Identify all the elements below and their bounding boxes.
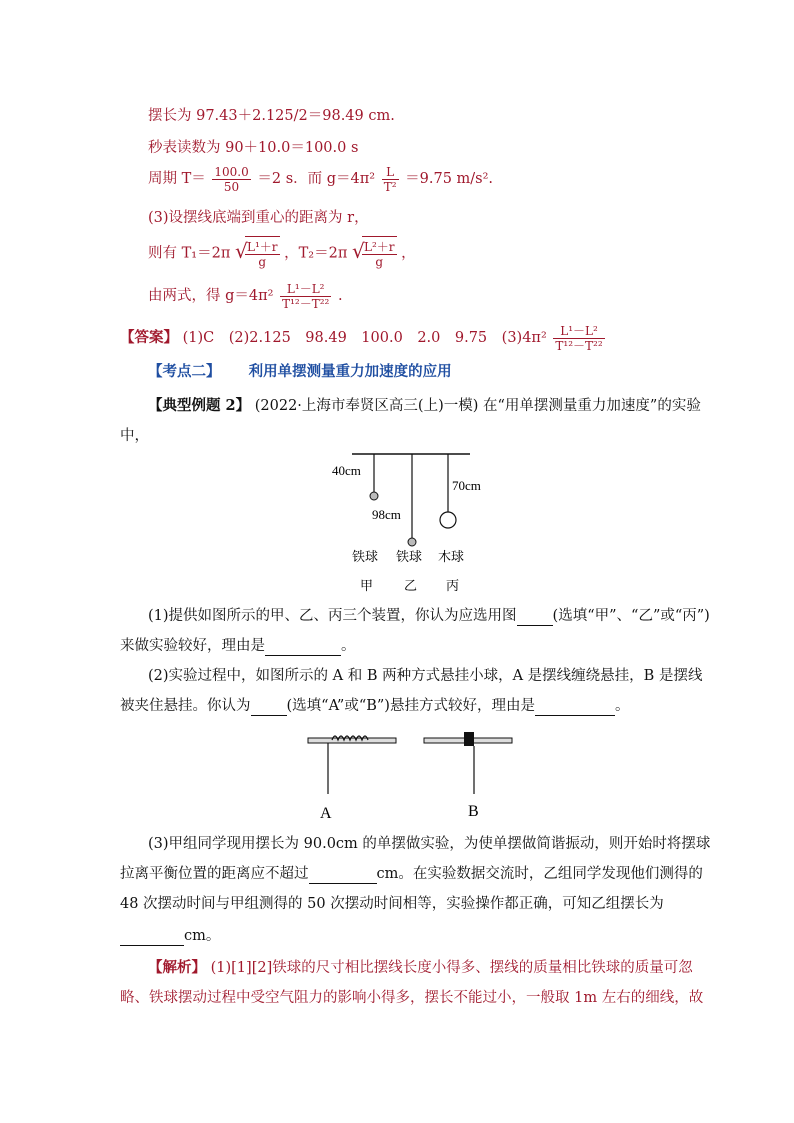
section-label: 【考点二】: [148, 363, 221, 380]
suspension-figure: [296, 728, 520, 822]
example-label: 【典型例题 2】: [148, 397, 251, 414]
period-mid: ＝2 s．而 g＝4π²: [257, 171, 376, 187]
analysis-text-1: (1)[1][2]铁球的尺寸相比摆线长度小得多、摆线的质量相比铁球的质量可忽: [210, 960, 693, 976]
t1-numerator: L¹＋r: [246, 239, 278, 254]
ball-c: [440, 512, 456, 528]
answer-denominator: T¹²－T²²: [555, 338, 603, 353]
solution-length: 摆长为 97.43＋2.125/2＝98.49 cm.: [148, 108, 395, 124]
section-title: 利用单摆测量重力加速度的应用: [248, 363, 452, 380]
answer-text: (1)C (2)2.125 98.49 100.0 2.0 9.75 (3)4π²: [182, 330, 547, 346]
sqrt-t2: √ $\frac{\text{L²＋r}}{g}$: [352, 236, 397, 271]
t2-denominator: g: [375, 254, 384, 269]
solution-periods: [148, 236, 416, 271]
g-suffix: .: [337, 288, 343, 304]
g-result-denominator: T¹²－T²²: [282, 296, 330, 311]
t2-numerator: L²＋r: [363, 239, 395, 254]
sqrt-t1: √ $\frac{\text{L¹＋r}}{g}$: [235, 236, 280, 271]
period-fraction: [212, 165, 250, 194]
solution-stopwatch: 秒表读数为 90＋10.0＝100.0 s: [148, 140, 359, 156]
q1-line1: [148, 606, 710, 626]
tag-c: 丙: [446, 579, 460, 594]
section-heading: [148, 362, 452, 382]
t-mid: ，T₂＝2π: [284, 245, 348, 262]
q1-text-d: 。: [341, 638, 356, 654]
q1-blank-2[interactable]: [265, 641, 341, 656]
solution-period: [148, 164, 493, 194]
q3-text-c: cm。: [184, 928, 221, 944]
g-denominator: T²: [383, 179, 397, 194]
q3-line3: 48 次摆动时间与甲组测得的 50 次摆动时间相等，实验操作都正确，可知乙组摆长为: [120, 896, 664, 912]
period-denominator: 50: [223, 179, 240, 194]
length-c: 70cm: [452, 478, 481, 493]
q1-text-a: (1)提供如图所示的甲、乙、丙三个装置，你认为应选用图: [148, 608, 517, 624]
t1-denominator: g: [258, 254, 267, 269]
q2-line2: [120, 696, 629, 716]
tag-a: 甲: [360, 579, 374, 594]
analysis-line1: [148, 958, 693, 978]
q2-text-b: (选填“A”或“B”)悬挂方式较好，理由是: [286, 698, 535, 714]
q3-text-b: cm。在实验数据交流时，乙组同学发现他们测得的: [376, 866, 703, 882]
period-numerator: 100.0: [214, 164, 249, 179]
ball-a-label: 铁球: [352, 550, 379, 565]
ball-a: [370, 492, 378, 500]
q3-text-a: 拉离平衡位置的距离应不超过: [120, 866, 309, 882]
q3-blank-1[interactable]: [309, 869, 377, 884]
clamp-b: [464, 732, 474, 746]
q3-blank-2[interactable]: [120, 931, 184, 946]
length-a: 40cm: [332, 463, 361, 478]
ball-b-label: 铁球: [396, 550, 423, 565]
period-suffix: ＝9.75 m/s².: [405, 171, 494, 187]
g-fraction: [382, 165, 399, 194]
q2-text-a: 被夹住悬挂。你认为: [120, 698, 251, 714]
q1-blank-1[interactable]: [517, 611, 553, 626]
q3-line1: (3)甲组同学现用摆长为 90.0cm 的单摆做实验，为使单摆做简谐振动，则开始时将摆球: [148, 836, 711, 852]
example-line: [148, 396, 701, 416]
method-a-label: A: [320, 805, 332, 822]
g-numerator: L: [382, 165, 399, 180]
analysis-label: 【解析】: [148, 959, 206, 976]
solution-g: [148, 280, 343, 312]
q2-blank-1[interactable]: [251, 701, 287, 716]
answer-line: [120, 322, 607, 354]
example-cont: 中，: [120, 428, 149, 444]
pendulum-figure: [326, 448, 496, 598]
t-prefix: 则有 T₁＝2π: [148, 245, 231, 262]
tag-b: 乙: [404, 579, 418, 594]
g-result-numerator: L¹－L²: [280, 282, 331, 297]
ball-c-label: 木球: [438, 550, 465, 565]
rod-a: [308, 738, 396, 743]
length-b: 98cm: [372, 507, 401, 522]
q1-text-b: (选填“甲”、“乙”或“丙”): [552, 608, 710, 624]
q3-line4: [120, 926, 220, 946]
example-source: (2022·上海市奉贤区高三(上)一模) 在“用单摆测量重力加速度”的实验: [254, 398, 701, 414]
q2-text-c: 。: [614, 698, 630, 714]
solution-part3: (3)设摆线底端到重心的距离为 r，: [148, 210, 369, 226]
q1-text-c: 来做实验较好，理由是: [120, 638, 265, 654]
analysis-line2: 略、铁球摆动过程中受空气阻力的影响小得多，摆长不能过小，一般取 1m 左右的细线，故: [120, 990, 704, 1006]
q3-line2: [120, 864, 703, 884]
method-b-label: B: [468, 803, 479, 820]
ball-b: [408, 538, 416, 546]
answer-fraction: [553, 324, 604, 353]
g-prefix: 由两式，得 g＝4π²: [148, 288, 274, 304]
answer-label: 【答案】: [120, 329, 178, 346]
q2-blank-2[interactable]: [535, 701, 615, 716]
q2-line1: (2)实验过程中，如图所示的 A 和 B 两种方式悬挂小球，A 是摆线缠绕悬挂，B 是摆线: [148, 668, 703, 684]
t-suffix: ，: [401, 245, 416, 262]
period-prefix: 周期 T＝: [148, 171, 206, 187]
answer-numerator: L¹－L²: [553, 324, 604, 339]
q1-line2: [120, 636, 356, 656]
g-result-fraction: [280, 282, 331, 311]
